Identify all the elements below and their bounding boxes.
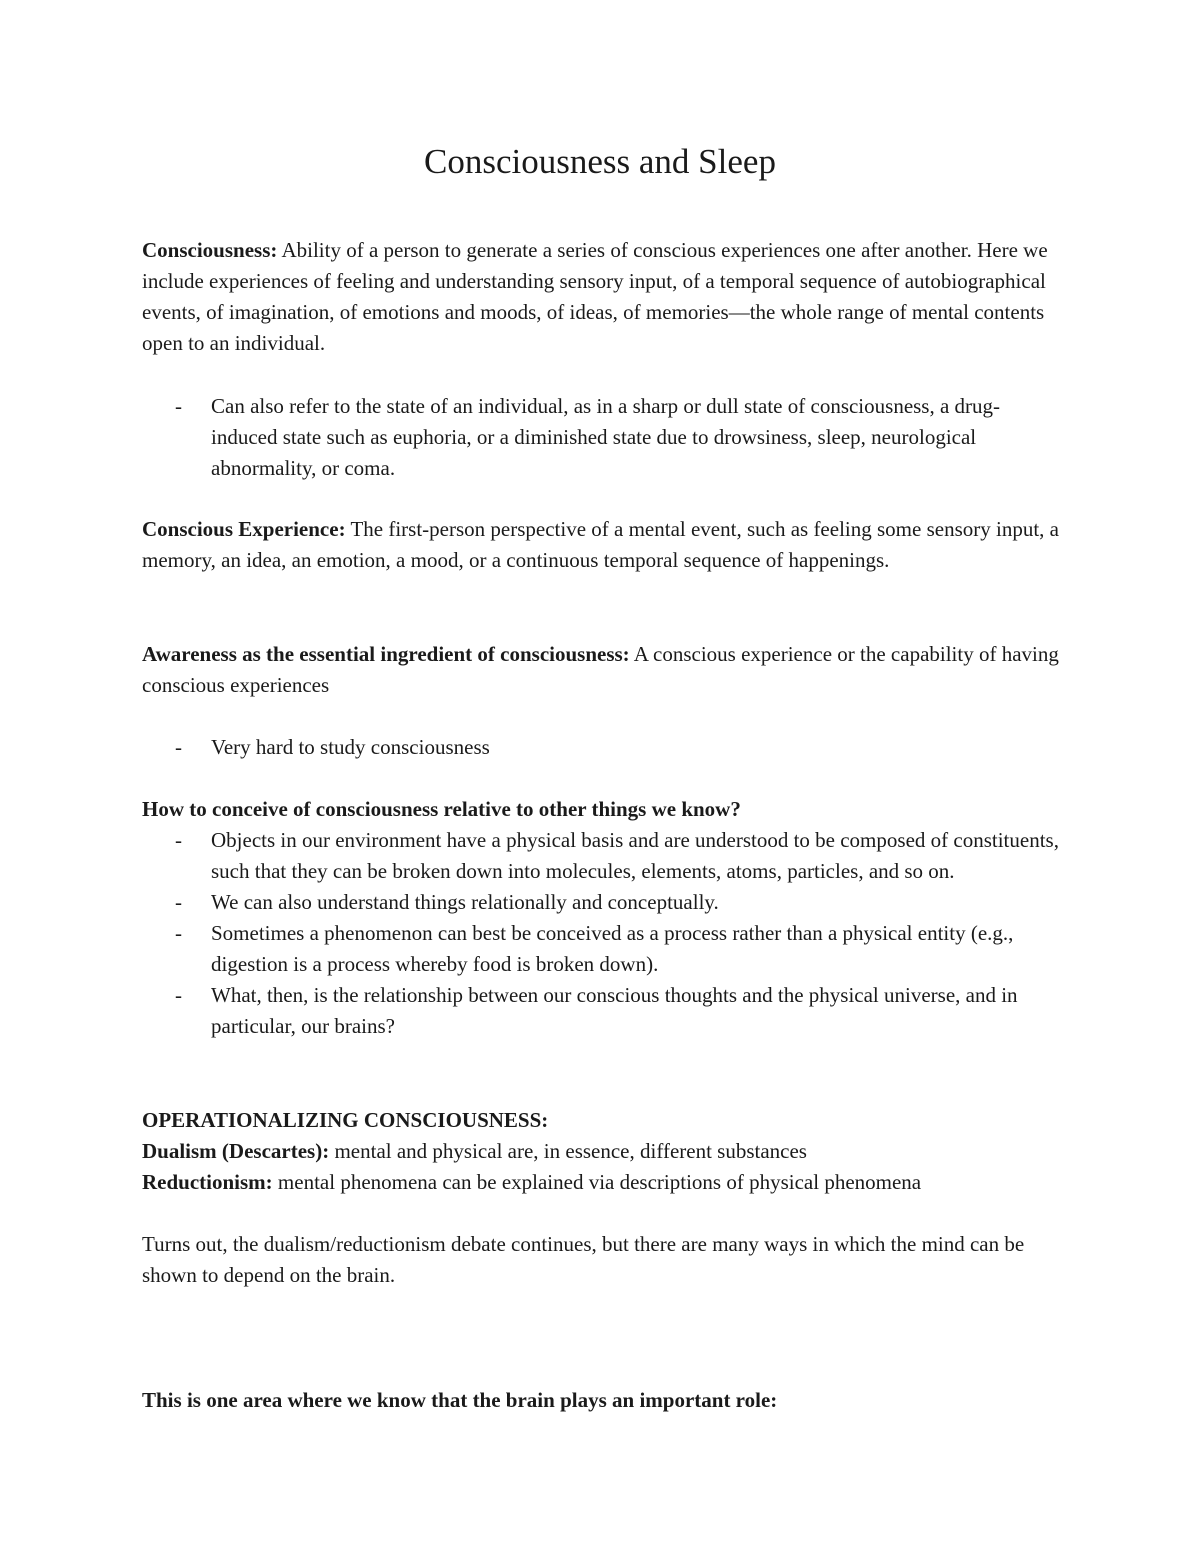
operationalizing-heading-text: OPERATIONALIZING CONSCIOUSNESS: <box>142 1108 549 1132</box>
awareness-term: Awareness as the essential ingredient of consciousness: <box>142 642 630 666</box>
consciousness-term: Consciousness: <box>142 238 278 262</box>
how-to-conceive-text: How to conceive of consciousness relative to other things we know? <box>142 797 741 821</box>
list-item <box>142 918 1062 980</box>
consciousness-text: Ability of a person to generate a series of conscious experiences one after another. Here we include experiences of feeling and understanding sensory input, of a temporal sequence of autobiographical events, of imagination, of emotions and moods, of ideas, of memories—the whole range of mental contents open to an individual. <box>142 238 1048 355</box>
bullet-dash: - <box>175 828 182 852</box>
list-item <box>142 732 1062 763</box>
awareness-bullets <box>142 732 1062 763</box>
bullet-dash: - <box>175 983 182 1007</box>
brain-role-text: This is one area where we know that the brain plays an important role: <box>142 1388 778 1412</box>
reductionism-definition <box>142 1167 1062 1198</box>
consciousness-definition <box>142 235 1062 359</box>
bullet-text: What, then, is the relationship between our conscious thoughts and the physical universe, and in particular, our brains? <box>211 983 1018 1038</box>
operationalizing-heading <box>142 1105 1062 1136</box>
conscious-experience-term: Conscious Experience: <box>142 517 346 541</box>
conscious-experience-text: The first-person perspective of a mental event, such as feeling some sensory input, a memory, an idea, an emotion, a mood, or a continuous temporal sequence of happenings. <box>142 517 1059 572</box>
bullet-dash: - <box>175 735 182 759</box>
bullet-dash: - <box>175 890 182 914</box>
bullet-text: Very hard to study consciousness <box>211 735 490 759</box>
turns-out-paragraph: Turns out, the dualism/reductionism debate continues, but there are many ways in which the mind can be shown to depend on the brain. <box>142 1232 1025 1287</box>
reductionism-text: mental phenomena can be explained via descriptions of physical phenomena <box>272 1170 922 1194</box>
operationalizing-section <box>142 1105 1062 1198</box>
awareness-text: A conscious experience or the capability of having conscious experiences <box>142 642 1059 697</box>
how-to-conceive-bullets <box>142 825 1062 1042</box>
bullet-text: Sometimes a phenomenon can best be conceived as a process rather than a physical entity (e.g., digestion is a process whereby food is broken down). <box>211 921 1014 976</box>
list-item <box>142 980 1062 1042</box>
consciousness-bullets <box>142 391 1062 484</box>
dualism-definition <box>142 1136 1062 1167</box>
dualism-term: Dualism (Descartes): <box>142 1139 330 1163</box>
dualism-text: mental and physical are, in essence, different substances <box>329 1139 807 1163</box>
how-to-conceive-heading <box>142 794 1062 825</box>
list-item <box>142 825 1062 887</box>
conscious-experience-definition <box>142 514 1062 576</box>
list-item <box>142 887 1062 918</box>
brain-role-heading <box>142 1385 1062 1416</box>
bullet-text: Can also refer to the state of an individual, as in a sharp or dull state of consciousness, a drug-induced state such as euphoria, or a diminished state due to drowsiness, sleep, neurological abnormality, or coma. <box>211 394 1001 480</box>
bullet-text: Objects in our environment have a physical basis and are understood to be composed of constituents, such that they can be broken down into molecules, elements, atoms, particles, and so on. <box>211 828 1059 883</box>
bullet-dash: - <box>175 921 182 945</box>
bullet-dash: - <box>175 394 182 418</box>
reductionism-term: Reductionism: <box>142 1170 273 1194</box>
page-title: Consciousness and Sleep <box>424 142 776 181</box>
awareness-definition <box>142 639 1062 701</box>
list-item <box>142 391 1062 484</box>
bullet-text: We can also understand things relationally and conceptually. <box>211 890 719 914</box>
